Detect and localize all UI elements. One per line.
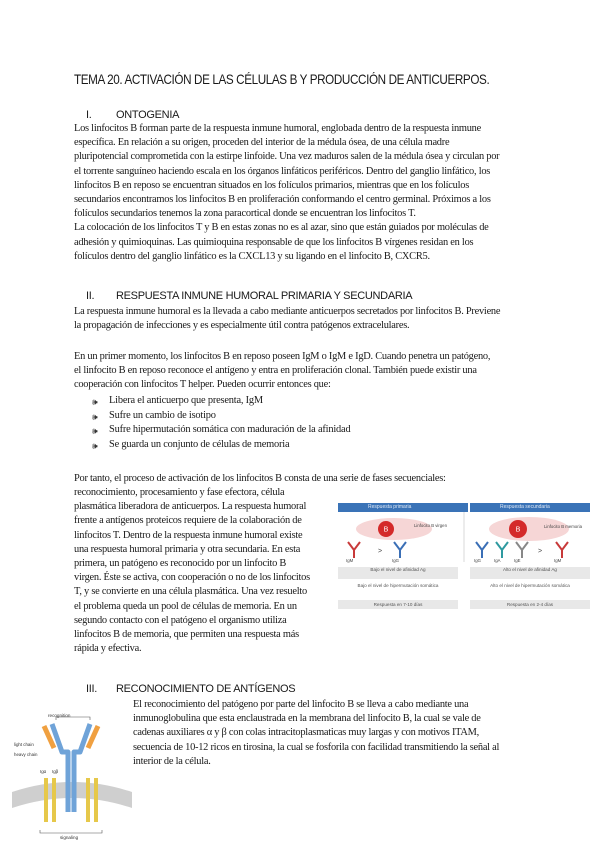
section-heading-ontogenia — [86, 109, 179, 121]
greater-than: > — [538, 548, 543, 555]
ig-label: IgA — [494, 558, 501, 563]
text-line: cadenas auxiliares α y β con colas intracitoplasmaticas muy largas y con motivos ITAM, — [133, 727, 480, 739]
cell-halo — [489, 517, 569, 541]
respuesta-paragraph — [74, 350, 590, 393]
text-line: rápida y efectiva. — [74, 643, 142, 655]
cell-letter: B — [515, 526, 521, 534]
text-line: Los linfocitos B forman parte de la respuesta inmune humoral, englobada dentro de la respuesta inmune — [74, 123, 481, 134]
text-line: inmunoglobulina que esta enclaustrada en la membrana del linfocito B, la cual se vale de — [133, 713, 481, 725]
signaling-bracket — [40, 830, 102, 833]
section-number: II. — [86, 290, 95, 302]
text-line: linfocitos T. Dentro de la respuesta inmune humoral existe — [74, 529, 303, 541]
text-line: En un primer momento, los linfocitos B en reposo poseen IgM o IgM e IgD. Cuando penetra un patógeno, — [74, 351, 491, 362]
section-title: RECONOCIMIENTO DE ANTÍGENOS — [116, 683, 296, 695]
label-ig-beta: Igβ — [52, 769, 59, 774]
bullet-text: Se guarda un conjunto de células de memoria — [109, 438, 290, 450]
text-line: reconocimiento, procesamiento y fase efectora, célula — [74, 487, 285, 498]
antibody-iga-icon — [496, 542, 508, 558]
text-line: virgen. Éste se activa, con cooperación o no de los linfocitos — [74, 572, 310, 584]
antibody-ige-icon — [516, 542, 528, 558]
antibody-igg-icon — [476, 542, 488, 558]
text-line: La respuesta inmune humoral es la llevada a cabo mediante anticuerpos secretados por linfocitos B. Previene — [74, 306, 501, 317]
bcr-figure — [10, 712, 134, 844]
greater-than: > — [378, 548, 383, 555]
text-line: folículos secundarios tenemos la zona paracortical donde se encuentran los linfocitos T. — [74, 208, 416, 220]
bullet-text: Sufre un cambio de isotipo — [109, 409, 216, 421]
text-line: El reconocimiento del patógeno por parte del linfocito B se lleva a cabo mediante una — [133, 699, 469, 710]
list-item — [80, 423, 520, 438]
text-line: específica. En relación a su origen, proceden del interior de la médula ósea, de una célula madre — [74, 137, 450, 149]
text-line: linfocitos B en reposo se encuentran situados en los folículos primarios, mientras que en los folículos — [74, 179, 469, 191]
cell-letter: B — [383, 526, 389, 534]
row-mutation-secondary: Alto el nivel de hipermutación somática — [470, 583, 590, 595]
text-line: la propagación de infecciones y es especialmente útil contra patógenos extracelulares. — [74, 320, 410, 332]
text-line: el torrente sanguíneo haciendo escala en los órganos linfáticos periféricos. Dentro del ganglio linfático, los — [74, 165, 491, 177]
section-number: III. — [86, 683, 98, 695]
label-light-chain: light chain — [14, 742, 34, 747]
antibody-igm-icon — [348, 542, 360, 558]
text-line: La colocación de los linfocitos T y B en estas zonas no es al azar, sino que están guiados por moléculas de — [74, 222, 489, 234]
text-line: segundo contacto con el patógeno el organismo utiliza — [74, 614, 287, 626]
text-line: una respuesta humoral primaria y otra secundaria. En esta — [74, 543, 301, 555]
row-time-secondary: Respuesta en 2-4 días — [470, 600, 590, 609]
text-line: pluripotencial comprometida con la estirpe linfoide. Una vez maduros salen de la médula ósea y circulan por — [74, 151, 500, 163]
text-line: T, y se convierte en una célula plasmática. Una vez resuelto — [74, 586, 307, 598]
text-line: el problema queda un pool de células de memoria. En un — [74, 600, 297, 612]
heavy-chain — [52, 724, 90, 812]
ig-label: IgM — [346, 558, 354, 563]
response-comparison-figure — [334, 497, 594, 615]
label-signaling: signaling — [60, 835, 79, 840]
bullet-text: Libera el anticuerpo que presenta, IgM — [109, 395, 263, 406]
text-line: linfocitos B de memoria, que permiten una respuesta más — [74, 629, 299, 641]
header-secondary: Respuesta secundaria — [470, 503, 590, 512]
text-line: adhesión y quimioquinas. Las quimioquina responsable de que los linfocitos B vírgenes residan en los — [74, 236, 474, 248]
row-affinity-secondary: Alto el nivel de afinidad Ag — [470, 567, 590, 579]
proceso-first-line — [74, 472, 590, 486]
antibody-igg-icon — [394, 542, 406, 558]
list-item — [80, 438, 520, 453]
section-title: RESPUESTA INMUNE HUMORAL PRIMARIA Y SECUNDARIA — [116, 290, 413, 302]
row-affinity-primary: Bajo el nivel de afinidad Ag — [338, 567, 458, 579]
text-line: secuencia de 10-12 ricos en tirosina, la cual se fosforila con facilidad transmitiendo la señal al — [133, 741, 500, 753]
text-line: el linfocito B en reposo reconoce el antígeno y entra en proliferación clonal. También puede existir una — [74, 365, 477, 377]
section-heading-reconocimiento — [86, 683, 295, 695]
cells-and-antibodies-graphic — [334, 512, 594, 562]
text-line: folículos dentro del ganglio linfático es la CXCL13 y su ligando en el linfocito B, CXCR5. — [74, 250, 430, 262]
bullet-text: Sufre hipermutación somática con maduración de la afinidad — [109, 424, 351, 436]
antibodies-secondary — [476, 542, 568, 558]
proceso-text — [74, 486, 332, 656]
label-ig-alpha: Igα — [40, 769, 47, 774]
text-line: cooperación con linfocitos T helper. Pueden ocurrir entonces que: — [74, 379, 331, 391]
speaker-icon: 🕪 — [92, 440, 98, 451]
ontogenia-text — [74, 122, 590, 264]
memory-cell-label: Linfocito B memoria — [544, 524, 582, 529]
ig-label: IgM — [554, 558, 562, 563]
ig-label: IgE — [514, 558, 521, 563]
text-line: primera, un patógeno es reconocido por un linfocito B — [74, 558, 287, 570]
text-line: Por tanto, el proceso de activación de los linfocitos B consta de una serie de fases secuenciales: — [74, 473, 446, 484]
speaker-icon: 🕪 — [92, 411, 98, 422]
text-line: frente a antígenos proteicos requiere de la colaboración de — [74, 515, 302, 527]
speaker-icon: 🕪 — [92, 426, 98, 437]
label-recognition: recognition — [48, 713, 71, 718]
ig-label: IgG — [474, 558, 481, 563]
bullet-list — [80, 394, 520, 452]
text-line: interior de la célula. — [133, 755, 211, 767]
row-mutation-primary: Bajo el nivel de hipermutación somática — [338, 583, 458, 595]
respuesta-intro — [74, 305, 590, 333]
text-line: plasmática liberadora de anticuerpos. La respuesta humoral — [74, 501, 307, 513]
header-primary: Respuesta primaria — [338, 503, 468, 512]
naive-cell-label: Linfocito B virgen — [414, 523, 447, 528]
antibody-igm-icon — [556, 542, 568, 558]
section-number: I. — [86, 109, 92, 121]
section-title: ONTOGENIA — [116, 109, 180, 121]
speaker-icon: 🕪 — [92, 397, 98, 407]
row-time-primary: Respuesta en 7-10 días — [338, 600, 458, 609]
label-heavy-chain: heavy chain — [14, 752, 38, 757]
text-line: secundarios encontramos los linfocitos B en proliferación conformando el centro germinal. Próximos a los — [74, 194, 491, 206]
ig-label: IgG — [392, 558, 399, 563]
antibodies-primary — [348, 542, 406, 558]
list-item — [80, 394, 520, 409]
reconocimiento-text — [133, 698, 593, 769]
section-heading-respuesta — [86, 290, 412, 302]
page-title: TEMA 20. ACTIVACIÓN DE LAS CÉLULAS B Y PRODUCCIÓN DE ANTICUERPOS. — [74, 72, 490, 87]
list-item — [80, 409, 520, 424]
